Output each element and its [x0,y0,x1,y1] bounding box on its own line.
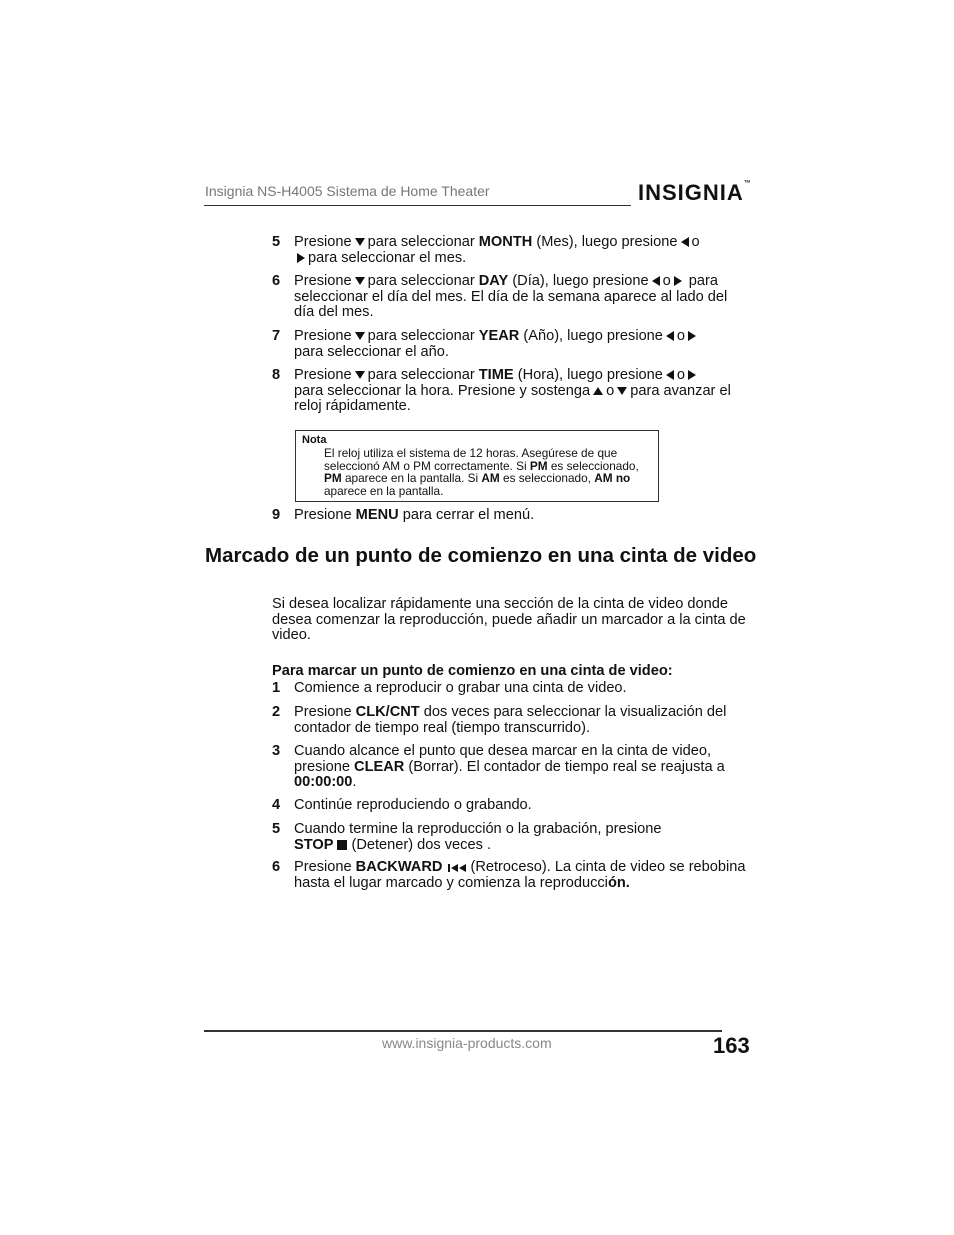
section-intro: Si desea localizar rápidamente una sección de la cinta de video donde desea comenzar la reproducción, puede añadir un marcador a la cinta de video. [272,596,746,644]
step-text: (Año), luego presione [523,328,663,344]
note-am: AM [481,471,500,486]
header-rule [204,205,631,206]
step-3-clear [272,744,750,791]
procedure-subheading: Para marcar un punto de comienzo en una cinta de video: [272,663,673,679]
section-heading: Marcado de un punto de comienzo en una cinta de video [205,544,757,567]
step-text: para avanzar el reloj rápidamente. [294,382,731,415]
down-arrow-icon [355,238,365,246]
header-title: Insignia NS-H4005 Sistema de Home Theater [205,183,490,199]
step-text: o [676,367,686,383]
note-pm: PM [529,458,548,473]
step-text: para seleccionar [367,328,475,344]
note-body [324,447,650,497]
note-title: Nota [302,434,327,446]
step-5-month [272,235,750,266]
step-text: para seleccionar el año. [294,343,449,360]
footer-url: www.insignia-products.com [382,1035,552,1051]
step-number: 8 [272,367,281,383]
insignia-logo [638,180,751,206]
step-text: dos veces para seleccionar la visualización del contador de tiempo real (tiempo transcurrido). [294,704,727,736]
step-text: o [662,273,671,289]
down-arrow-icon [355,277,365,285]
right-arrow-icon [688,331,696,341]
step-text: Presione [294,273,352,289]
step-text: (Hora), luego presione [517,367,663,383]
stop-icon [337,840,347,850]
right-arrow-icon [674,276,682,286]
step-text: para seleccionar [367,273,475,289]
note-am-no: AM no [594,471,631,486]
step-text: Comience a reproducir o grabar una cinta de video. [294,680,627,696]
step-text: Presione [294,328,352,344]
step-5-stop [272,822,750,853]
note-text: aparece en la pantalla. [324,483,444,498]
step-text: para cerrar el menú. [402,507,535,523]
step-text: Presione [294,507,352,523]
step-4-continue [272,798,750,814]
footer-rule [204,1030,722,1032]
step-text: Presione [294,367,352,383]
key-time: TIME [478,367,514,383]
note-text: aparece en la pantalla. Si [344,471,479,486]
step-text: o [676,328,686,344]
step-number: 6 [272,859,281,875]
step-number: 5 [272,234,281,250]
step-text: Cuando termine la reproducción o la grabación, presione [294,821,662,837]
step-text: Presione [294,234,352,250]
step-2-clkcnt [272,705,750,736]
logo-text: INSIGNIA [638,180,744,205]
down-arrow-icon [617,387,627,395]
left-arrow-icon [681,237,689,247]
step-text: para seleccionar [367,234,475,250]
step-text: (Borrar). El contador de tiempo real se reajusta a [408,758,725,775]
note-pm: PM [324,471,342,486]
step-text: (Día), luego presione [512,273,649,289]
step-6-backward [272,860,750,891]
step-text: . [352,774,357,791]
step-9-menu [272,508,750,524]
backward-icon [448,863,468,873]
step-number: 6 [272,273,281,289]
step-number: 5 [272,821,281,837]
step-number: 4 [272,797,281,813]
note-text: es seleccionado, [550,458,639,473]
step-8-time [272,368,750,415]
note-box [295,430,659,502]
down-arrow-icon [355,332,365,340]
key-day: DAY [478,273,509,289]
key-stop: STOP [294,836,334,853]
note-text: El reloj utiliza el sistema de 12 horas. Asegúrese de que seleccionó AM o PM correctamente. Si [324,446,618,473]
left-arrow-icon [666,370,674,380]
step-text: (Retroceso). La cinta de video se rebobina hasta el lugar marcado y comienza la reproducci [294,859,746,891]
right-arrow-icon [297,253,305,263]
step-number: 9 [272,507,281,523]
note-text: es seleccionado, [503,471,591,486]
key-menu: MENU [355,507,399,523]
page-number: 163 [713,1033,750,1058]
step-text: Presione [294,859,352,875]
key-month: MONTH [478,234,533,250]
key-clkcnt: CLK/CNT [355,704,420,720]
left-arrow-icon [652,276,660,286]
left-arrow-icon [666,331,674,341]
step-text: Cuando alcance el punto que desea marcar en la cinta de video, presione [294,743,712,775]
step-text: Continúe reproduciendo o grabando. [294,797,532,813]
key-year: YEAR [478,328,520,344]
right-arrow-icon [688,370,696,380]
key-clear: CLEAR [354,758,405,775]
up-arrow-icon [593,387,603,395]
step-number: 3 [272,743,281,759]
step-text-bold: ón. [607,874,630,891]
down-arrow-icon [355,371,365,379]
step-6-day [272,274,750,321]
step-text: para seleccionar el mes. [308,249,467,266]
step-number: 2 [272,704,281,720]
counter-value: 00:00:00 [294,774,353,791]
step-text: o [691,234,700,250]
step-number: 1 [272,680,281,696]
step-7-year [272,329,750,360]
step-text: Presione [294,704,352,720]
step-text: para seleccionar el día del mes. El día de la semana aparece al lado del día del mes. [294,273,728,321]
step-text: (Mes), luego presione [536,234,678,250]
logo-tm: ™ [743,180,751,187]
key-backward: BACKWARD [355,859,443,875]
step-text: (Detener) dos veces . [351,836,491,853]
step-text: para seleccionar la hora. Presione y sostenga [294,382,591,399]
step-1-start [272,681,750,697]
step-text: para seleccionar [367,367,475,383]
step-number: 7 [272,328,281,344]
step-text: o [606,382,615,399]
